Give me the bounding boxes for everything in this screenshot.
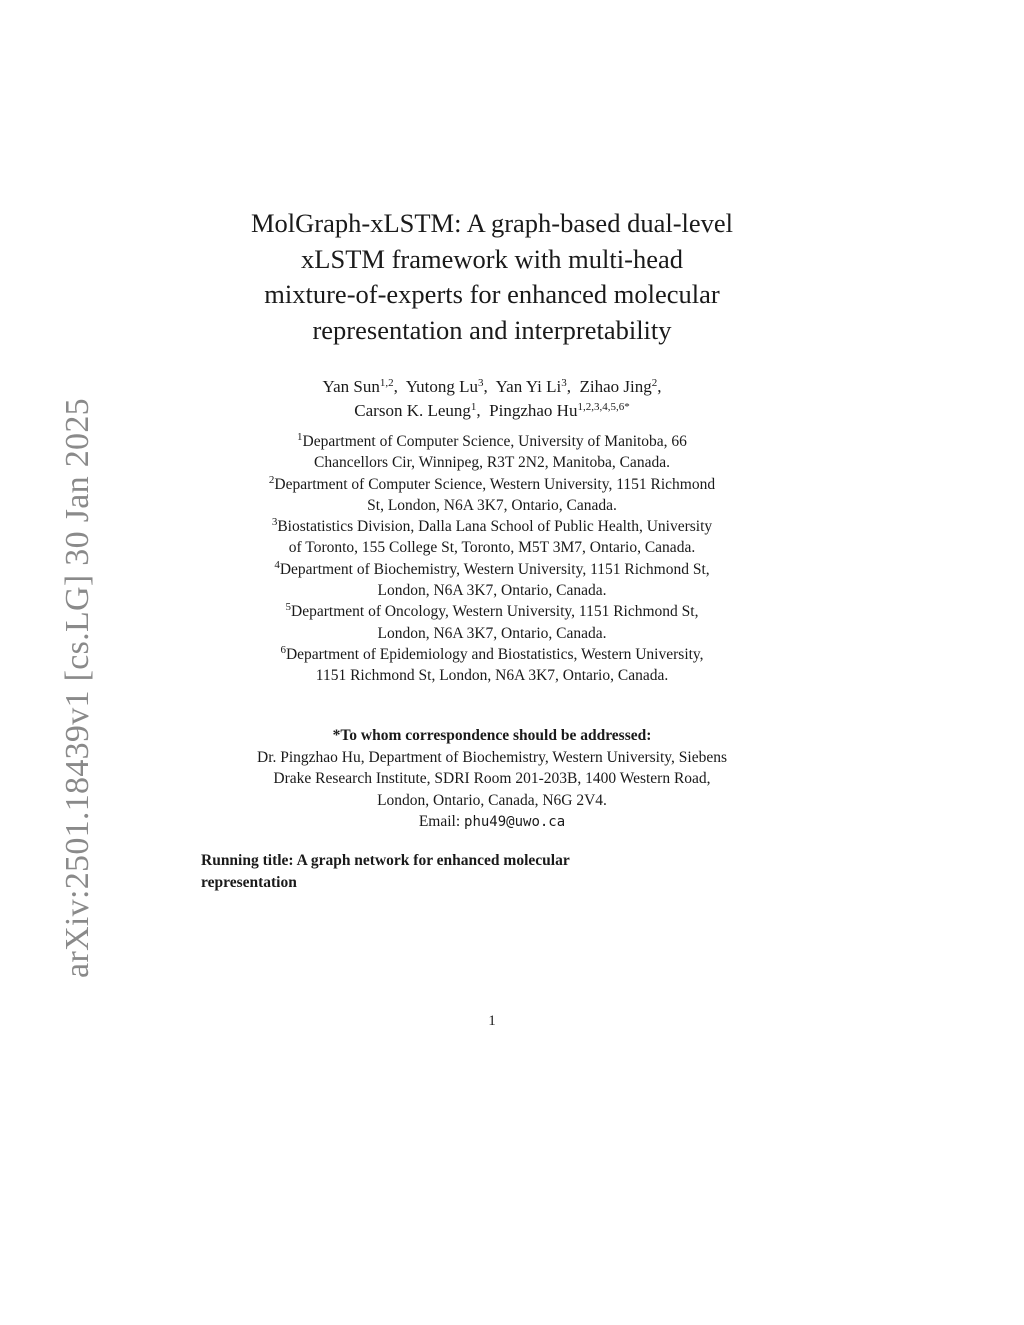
author-affiliation-mark: 3 — [477, 377, 484, 389]
running-title-line: representation — [201, 874, 297, 891]
affiliation-4 — [196, 559, 788, 580]
affiliation-number: 3 — [271, 516, 278, 529]
affiliation-1 — [196, 431, 788, 452]
author-line-2 — [200, 399, 784, 423]
affiliation-3-cont: of Toronto, 155 College St, Toronto, M5T 3M7, Ontario, Canada. — [288, 539, 696, 557]
title-line: MolGraph-xLSTM: A graph-based dual-level — [250, 208, 734, 238]
email-link[interactable]: phu49@uwo.ca — [464, 814, 566, 830]
author-affiliation-mark: 1,2 — [379, 377, 394, 389]
affiliation-text: Department of Oncology, Western University, 1151 Richmond St, — [291, 603, 699, 621]
affiliation-6 — [196, 644, 788, 665]
page-number: 1 — [488, 1013, 496, 1029]
affiliation-6-cont: 1151 Richmond St, London, N6A 3K7, Ontario, Canada. — [315, 667, 669, 685]
author-name: Carson K. Leung — [354, 401, 471, 420]
paper-title — [200, 206, 784, 348]
author-separator: , — [393, 377, 406, 396]
author-affiliation-mark: 3 — [561, 377, 567, 389]
author-name: Yan Yi Li — [495, 377, 562, 396]
affiliation-4-cont: London, N6A 3K7, Ontario, Canada. — [377, 582, 607, 600]
author-separator: , — [476, 401, 490, 420]
affiliation-text: Department of Biochemistry, Western University, 1151 Richmond St, — [279, 560, 710, 578]
title-line: mixture-of-experts for enhanced molecular — [264, 279, 720, 309]
affiliation-text: Biostatistics Division, Dalla Lana School of Public Health, University — [277, 518, 713, 536]
author-line-1 — [200, 375, 784, 399]
author-name: Zihao Jing — [579, 377, 652, 396]
affiliation-1-cont: Chancellors Cir, Winnipeg, R3T 2N2, Manitoba, Canada. — [314, 454, 670, 472]
author-name: Yutong Lu — [405, 377, 478, 396]
affiliation-number: 1 — [297, 431, 303, 443]
author-affiliation-mark: 1,2,3,4,5,6* — [577, 401, 630, 413]
affiliation-2 — [196, 474, 788, 495]
author-separator: , — [657, 377, 662, 396]
affiliation-text: Department of Computer Science, Western University, 1151 Richmond — [274, 475, 716, 493]
author-affiliation-mark: 2 — [651, 377, 658, 389]
running-title — [201, 850, 791, 894]
author-name: Yan Sun — [322, 377, 380, 396]
affiliation-number: 5 — [285, 601, 292, 614]
affiliation-2-cont: St, London, N6A 3K7, Ontario, Canada. — [367, 496, 617, 514]
affiliation-number: 2 — [268, 473, 275, 486]
title-line: representation and interpretability — [312, 314, 672, 345]
author-separator: , — [483, 377, 496, 396]
affiliation-text: Department of Computer Science, University of Manitoba, 66 — [302, 433, 687, 450]
affiliation-text: Department of Epidemiology and Biostatistics, Western University, — [285, 645, 704, 663]
affiliation-list — [196, 431, 788, 687]
affiliation-number: 4 — [274, 558, 280, 571]
correspondence-email-line — [196, 811, 788, 834]
affiliation-5-cont: London, N6A 3K7, Ontario, Canada. — [377, 624, 607, 642]
correspondence-heading: *To whom correspondence should be addressed: — [332, 727, 652, 744]
affiliation-number: 6 — [280, 643, 286, 656]
author-separator: , — [566, 377, 580, 396]
correspondence-block — [196, 725, 788, 834]
email-label: Email: — [418, 813, 465, 830]
title-line: xLSTM framework with multi-head — [301, 243, 683, 274]
correspondence-address-line: London, Ontario, Canada, N6G 2V4. — [377, 791, 607, 809]
author-name: Pingzhao Hu — [489, 401, 578, 420]
correspondence-address-line: Drake Research Institute, SDRI Room 201-203B, 1400 Western Road, — [273, 770, 711, 787]
running-title-line: Running title: A graph network for enhanced molecular — [201, 852, 570, 869]
correspondence-address-line: Dr. Pingzhao Hu, Department of Biochemistry, Western University, Siebens — [257, 748, 727, 766]
affiliation-5 — [196, 601, 788, 622]
author-list — [200, 375, 784, 423]
affiliation-3 — [196, 516, 788, 537]
arxiv-identifier-stamp: arXiv:2501.18439v1 [cs.LG] 30 Jan 2025 — [59, 398, 96, 978]
author-affiliation-mark: 1 — [470, 401, 477, 413]
